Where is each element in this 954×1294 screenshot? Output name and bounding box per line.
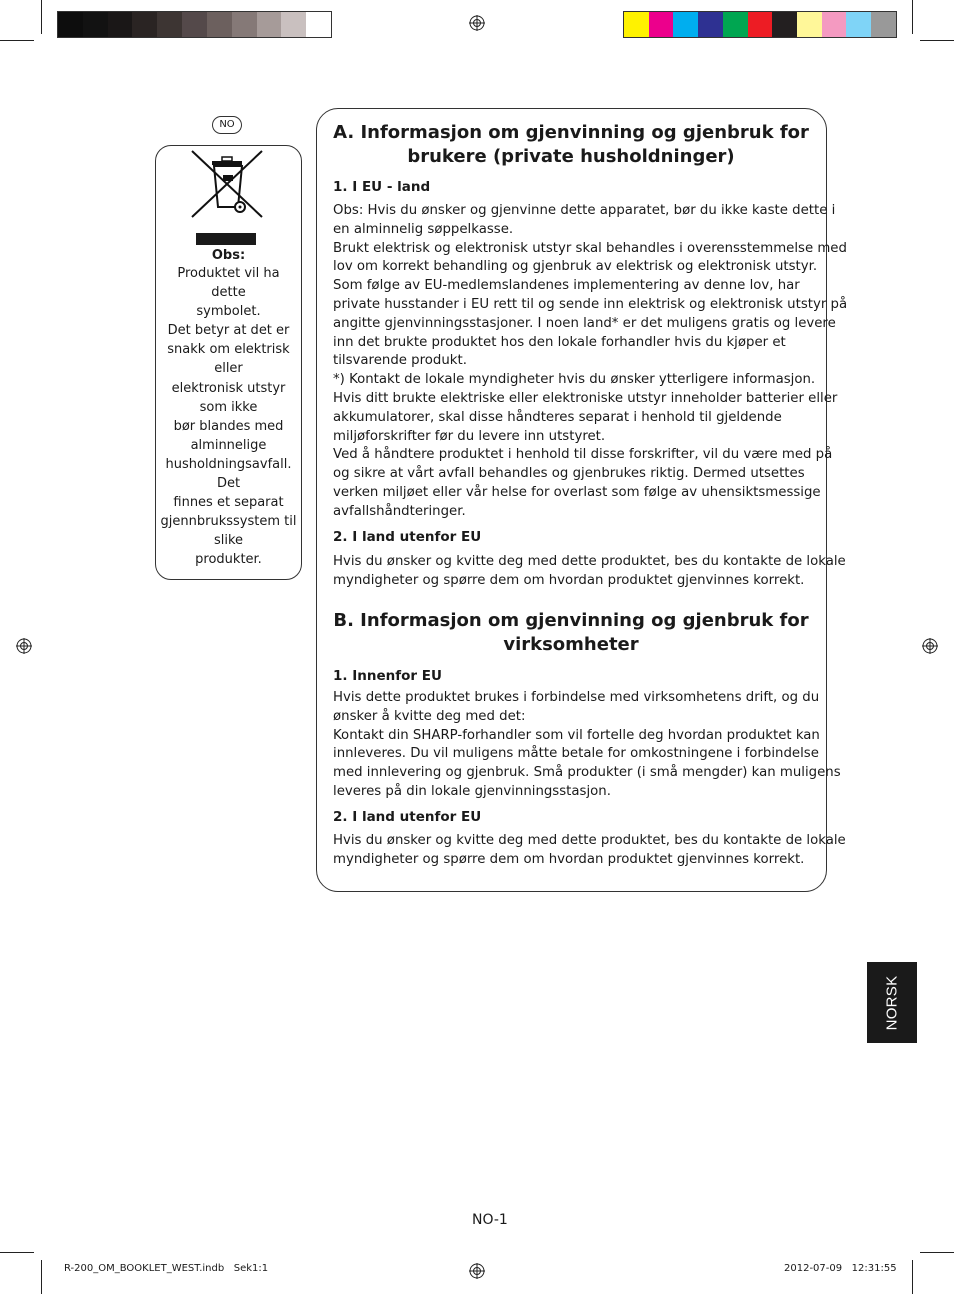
color-swatch (822, 12, 847, 37)
text-line: som ikke (199, 399, 258, 415)
section-b-sub2-title: 2. I land utenfor EU (333, 809, 482, 825)
section-b-heading-line: B. Informasjon om gjenvinning og gjenbruk for (333, 610, 809, 631)
crossed-out-wheelie-bin-icon (190, 149, 264, 219)
language-side-tab-label: NORSK (883, 975, 901, 1030)
text-line: Produktet vil ha (177, 266, 280, 281)
crop-mark (41, 1260, 42, 1294)
color-swatch (624, 12, 649, 37)
text-line: Kontakt din SHARP-forhandler som vil fortelle deg hvordan produktet kan (333, 727, 820, 743)
color-swatch (58, 12, 83, 37)
section-a-heading (330, 121, 812, 169)
registration-mark-icon (922, 638, 938, 654)
language-side-tab (867, 962, 917, 1043)
text-line: avfallshåndteringer. (333, 503, 466, 519)
text-line: myndigheter og spørre dem om hvordan produktet gjenvinnes korrekt. (333, 851, 805, 867)
footer-timestamp: 2012-07-09 12:31:55 (784, 1263, 897, 1274)
crop-mark (912, 0, 913, 34)
text-line: symbolet. (196, 304, 261, 320)
crop-mark (920, 40, 954, 41)
registration-mark-icon (469, 15, 485, 31)
text-line: elektronisk utstyr (171, 380, 286, 396)
text-line: private husstander i EU rett til og sende inn elektrisk og elektronisk utstyr på (333, 296, 848, 312)
color-swatch (83, 12, 108, 37)
section-b-heading (330, 609, 812, 657)
text-line: produkter. (195, 552, 262, 568)
section-a-sub1-text (333, 202, 848, 522)
obs-text (155, 264, 302, 570)
footer-file-info: R-200_OM_BOOKLET_WEST.indb Sek1:1 (64, 1263, 269, 1274)
color-swatch (132, 12, 157, 37)
gray-color-bar (57, 11, 332, 38)
color-swatch (649, 12, 674, 37)
cmyk-color-bar (623, 11, 897, 38)
text-line: og sikre at vårt avfall behandles og gjenbrukes riktig. Dermed utsettes (333, 466, 805, 482)
text-line: ønsker å kvitte deg med det: (333, 708, 526, 724)
text-line: Hvis du ønsker og kvitte deg med dette produktet, bes du kontakte de lokale (333, 833, 846, 848)
text-line: en alminnelig søppelkasse. (333, 221, 514, 237)
color-swatch (797, 12, 822, 37)
text-line: *) Kontakt de lokale myndigheter hvis du ønsker ytterligere informasjon. (333, 372, 816, 388)
color-swatch (281, 12, 306, 37)
text-line: eller (214, 361, 243, 377)
text-line: verken miljøet eller vår helse for overlast som følge av uhensiktsmessige (333, 484, 821, 500)
color-swatch (748, 12, 773, 37)
crop-mark (920, 1252, 954, 1253)
text-line: Det betyr at det er (167, 323, 290, 339)
section-a-heading-line: A. Informasjon om gjenvinning og gjenbruk for (333, 122, 809, 143)
text-line: finnes et separat (173, 495, 284, 511)
text-line: Hvis dette produktet brukes i forbindelse med virksomhetens drift, og du (333, 690, 820, 705)
color-swatch (207, 12, 232, 37)
section-a-heading-line: brukere (private husholdninger) (407, 146, 735, 167)
color-swatch (257, 12, 282, 37)
text-line: Ved å håndtere produktet i henhold til disse forskrifter, vil du være med på (333, 447, 833, 463)
color-swatch (772, 12, 797, 37)
registration-mark-icon (469, 1263, 485, 1279)
color-swatch (871, 12, 896, 37)
text-line: leveres på din lokale gjenvinningsstasjon. (333, 783, 611, 799)
text-line: dette (211, 285, 246, 301)
section-a-sub1-title: 1. I EU - land (333, 179, 431, 195)
text-line: gjennbrukssystem til (160, 514, 297, 530)
section-a-sub2-text (333, 553, 846, 591)
text-line: akkumulatorer, skal disse håndteres separat i henhold til gjeldende (333, 409, 782, 425)
text-line: husholdningsavfall. (165, 456, 292, 472)
text-line: Det (216, 476, 241, 492)
text-line: Som følge av EU-medlemslandenes implementering av denne lov, har (333, 278, 800, 294)
color-swatch (723, 12, 748, 37)
color-swatch (182, 12, 207, 37)
crop-mark (0, 40, 34, 41)
text-line: Obs: Hvis du ønsker og gjenvinne dette apparatet, bør du ikke kaste dette i (333, 203, 836, 218)
page-number: NO-1 (472, 1212, 508, 1228)
color-swatch (108, 12, 133, 37)
text-line: snakk om elektrisk (167, 342, 290, 358)
text-line: Hvis du ønsker og kvitte deg med dette produktet, bes du kontakte de lokale (333, 554, 846, 569)
text-line: innleveres. Du vil muligens måtte betale for omkostningene i forbindelse (333, 746, 819, 762)
weee-bar (196, 233, 256, 245)
language-tag: NO (212, 116, 242, 134)
text-line: slike (213, 533, 244, 549)
section-b-heading-line: virksomheter (503, 634, 639, 655)
registration-mark-icon (16, 638, 32, 654)
section-b-sub1-title: 1. Innenfor EU (333, 668, 442, 684)
color-swatch (846, 12, 871, 37)
color-swatch (698, 12, 723, 37)
text-line: med innlevering og gjenbruk. Små produkter (i små mengder) kan muligens (333, 765, 841, 781)
crop-mark (0, 1252, 34, 1253)
text-line: inn det brukte produktet hos den lokale forhandler hvis du kjøper et (333, 334, 786, 350)
obs-title: Obs: (211, 248, 246, 263)
text-line: Brukt elektrisk og elektronisk utstyr skal behandles i overensstemmelse med (333, 240, 847, 256)
crop-mark (41, 0, 42, 34)
section-b-sub1-text (333, 689, 841, 802)
color-swatch (306, 12, 331, 37)
crop-mark (912, 1260, 913, 1294)
text-line: angitte gjenvinningsstasjoner. I noen land* er det muligens gratis og levere (333, 315, 836, 331)
color-swatch (232, 12, 257, 37)
text-line: miljøforskrifter før du levere inn utstyret. (333, 428, 606, 444)
text-line: lov om korrekt behandling og gjenbruk av elektrisk og elektronisk utstyr. (333, 259, 818, 275)
text-line: myndigheter og spørre dem om hvordan produktet gjenvinnes korrekt. (333, 572, 805, 588)
text-line: tilsvarende produkt. (333, 353, 467, 369)
section-a-sub2-title: 2. I land utenfor EU (333, 529, 482, 545)
text-line: bør blandes med (173, 418, 284, 434)
color-swatch (157, 12, 182, 37)
section-b-sub2-text (333, 832, 846, 870)
text-line: Hvis ditt brukte elektriske eller elektroniske utstyr inneholder batterier eller (333, 390, 838, 406)
color-swatch (673, 12, 698, 37)
text-line: alminnelige (190, 437, 267, 453)
